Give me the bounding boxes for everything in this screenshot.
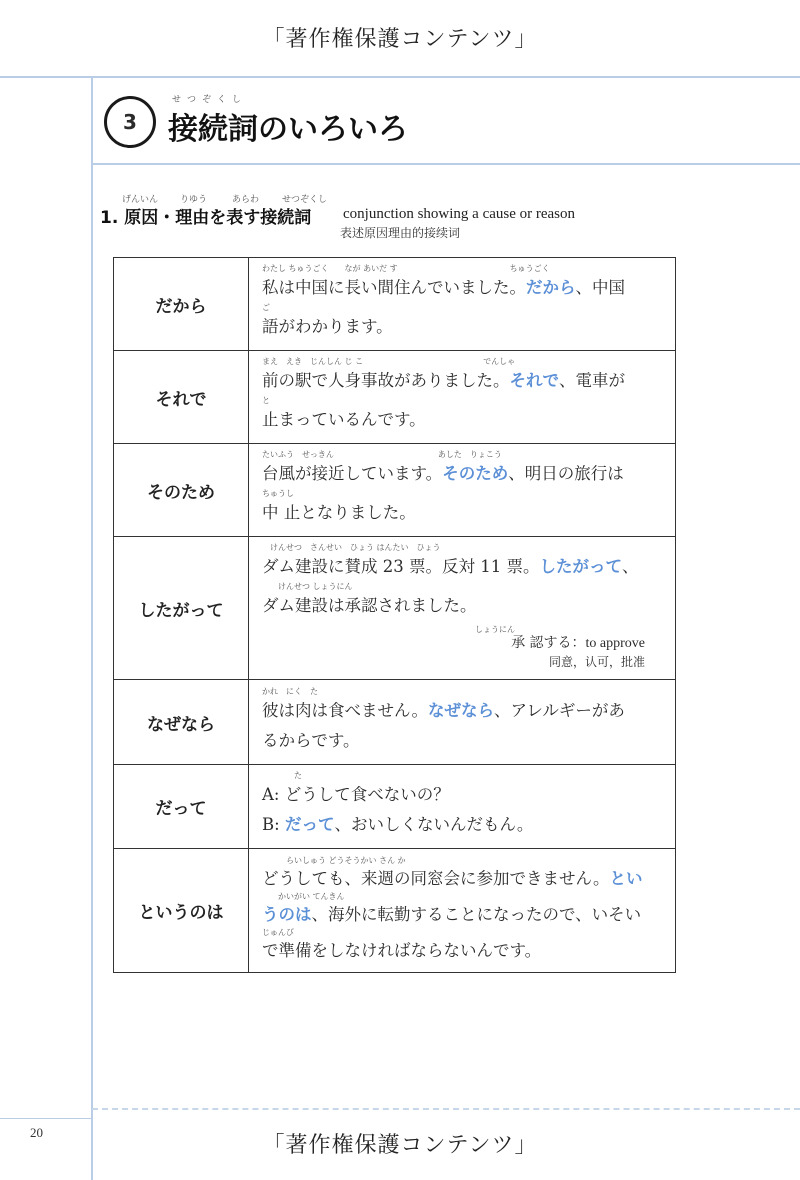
section-reading-3: あらわ <box>232 195 260 205</box>
example-text: 、 <box>621 557 639 576</box>
ruby-line: た <box>262 771 302 780</box>
example-text: 止まっているんです。 <box>262 410 426 429</box>
example-text: 、おいしくないんだもん。 <box>334 815 534 834</box>
example-text: 台風が接近しています。 <box>262 464 443 483</box>
example-text: 私は中国に長い間住んでいました。 <box>262 278 526 297</box>
conjunction-highlight: それで <box>509 371 559 390</box>
conjunction-highlight: とい <box>609 868 643 888</box>
section-reading-2: りゆう <box>180 195 208 205</box>
gloss-english: to approve <box>585 636 645 651</box>
footer-dashed-divider <box>92 1108 800 1110</box>
example-line <box>262 810 665 840</box>
ruby-line: わたし ちゅうごく なが あいだ す ちゅうごく <box>262 264 550 273</box>
section-reading-1: げんいん <box>122 195 159 205</box>
ruby-line: かいがい てんきん <box>262 891 345 901</box>
example-text: 語がわかります。 <box>262 317 393 336</box>
ruby-line: らいしゅう どうそうかい さん か <box>262 855 406 865</box>
ruby-line: かれ にく た <box>262 686 318 696</box>
section-reading-4: せつぞくし <box>282 195 328 205</box>
example-text: 、電車が <box>559 371 625 390</box>
gloss-term: 承 認する： <box>511 635 586 651</box>
example-cell <box>249 444 676 537</box>
section-chinese: 表述原因理由的接续词 <box>340 226 461 240</box>
chapter-title: 接続詞のいろいろ <box>168 112 408 147</box>
table-row <box>114 258 676 351</box>
term-cell: だって <box>114 765 249 849</box>
left-margin-rule <box>91 76 93 1180</box>
example-text: 、明日の旅行は <box>508 464 624 483</box>
example-text: B: <box>262 815 285 834</box>
conjunction-highlight: うのは <box>262 904 312 924</box>
example-text: どうしても、来週の同窓会に参加できません。 <box>262 868 610 888</box>
chapter-title-reading: せつぞくし <box>172 95 248 105</box>
ruby-line: ちゅうし <box>262 489 294 498</box>
header-divider <box>0 76 800 78</box>
example-text: るからです。 <box>262 730 360 750</box>
example-text: 、中国 <box>575 278 625 297</box>
copyright-banner-bottom: 「著作権保護コンテンツ」 <box>262 1133 538 1158</box>
example-cell <box>249 537 676 680</box>
example-cell <box>249 765 676 849</box>
gloss-chinese: 同意，认可，批准 <box>548 655 645 669</box>
conjunction-highlight: だって <box>284 815 335 834</box>
ruby-line: まえ えき じんしん じ こ でんしゃ <box>262 357 516 366</box>
chapter-number-badge <box>104 96 156 148</box>
example-cell <box>249 258 676 351</box>
term-cell: というのは <box>114 849 249 973</box>
conjunction-highlight: そのため <box>442 464 509 483</box>
vocab-gloss <box>262 625 665 671</box>
conjunction-highlight: したがって <box>539 557 622 576</box>
example-text: で準備をしなければならないんです。 <box>262 940 542 960</box>
table-row <box>114 537 676 680</box>
term-cell: それで <box>114 351 249 444</box>
conjunction-highlight: なぜなら <box>428 700 494 720</box>
ruby-line: じゅんび <box>262 927 294 937</box>
gloss-reading: しょうにん <box>475 625 515 634</box>
ruby-line: と <box>262 396 270 405</box>
term-cell: したがって <box>114 537 249 680</box>
example-text: ダム建設に賛成 23 票。反対 11 票。 <box>262 557 540 576</box>
ruby-line: ご <box>262 303 270 312</box>
ruby-line: けんせつ さんせい ひょう はんたい ひょう <box>262 543 441 552</box>
copyright-banner-top: 「著作権保護コンテンツ」 <box>262 27 538 52</box>
ruby-line: けんせつ しょうにん <box>262 582 353 591</box>
example-text: 彼は肉は食べません。 <box>262 700 428 720</box>
example-cell <box>249 680 676 765</box>
term-cell: そのため <box>114 444 249 537</box>
page-number-rule <box>0 1118 91 1119</box>
section-title: 1. 原因・理由を表す接続詞 <box>100 208 312 228</box>
conjunction-table <box>113 257 676 973</box>
table-row <box>114 444 676 537</box>
example-text: A: どうして食べないの？ <box>262 785 450 804</box>
chapter-divider <box>91 163 800 165</box>
section-english: conjunction showing a cause or reason <box>343 206 576 222</box>
chapter-number: 3 <box>123 110 137 134</box>
term-cell: なぜなら <box>114 680 249 765</box>
example-text: 前の駅で人身事故がありました。 <box>262 371 510 390</box>
example-text: 、アレルギーがあ <box>494 700 625 720</box>
table-row <box>114 351 676 444</box>
example-text: ダム建設は承認されました。 <box>262 596 477 615</box>
example-cell <box>249 351 676 444</box>
conjunction-highlight: だから <box>526 278 576 297</box>
term-cell: だから <box>114 258 249 351</box>
page-number: 20 <box>30 1125 43 1140</box>
table-row <box>114 680 676 765</box>
example-text: 中 止となりました。 <box>262 503 416 522</box>
ruby-line: たいふう せっきん あした りょこう <box>262 450 502 459</box>
table-row <box>114 765 676 849</box>
table-row <box>114 849 676 973</box>
example-text: 、海外に転勤することになったので、いそい <box>311 904 642 924</box>
example-cell <box>249 849 676 973</box>
